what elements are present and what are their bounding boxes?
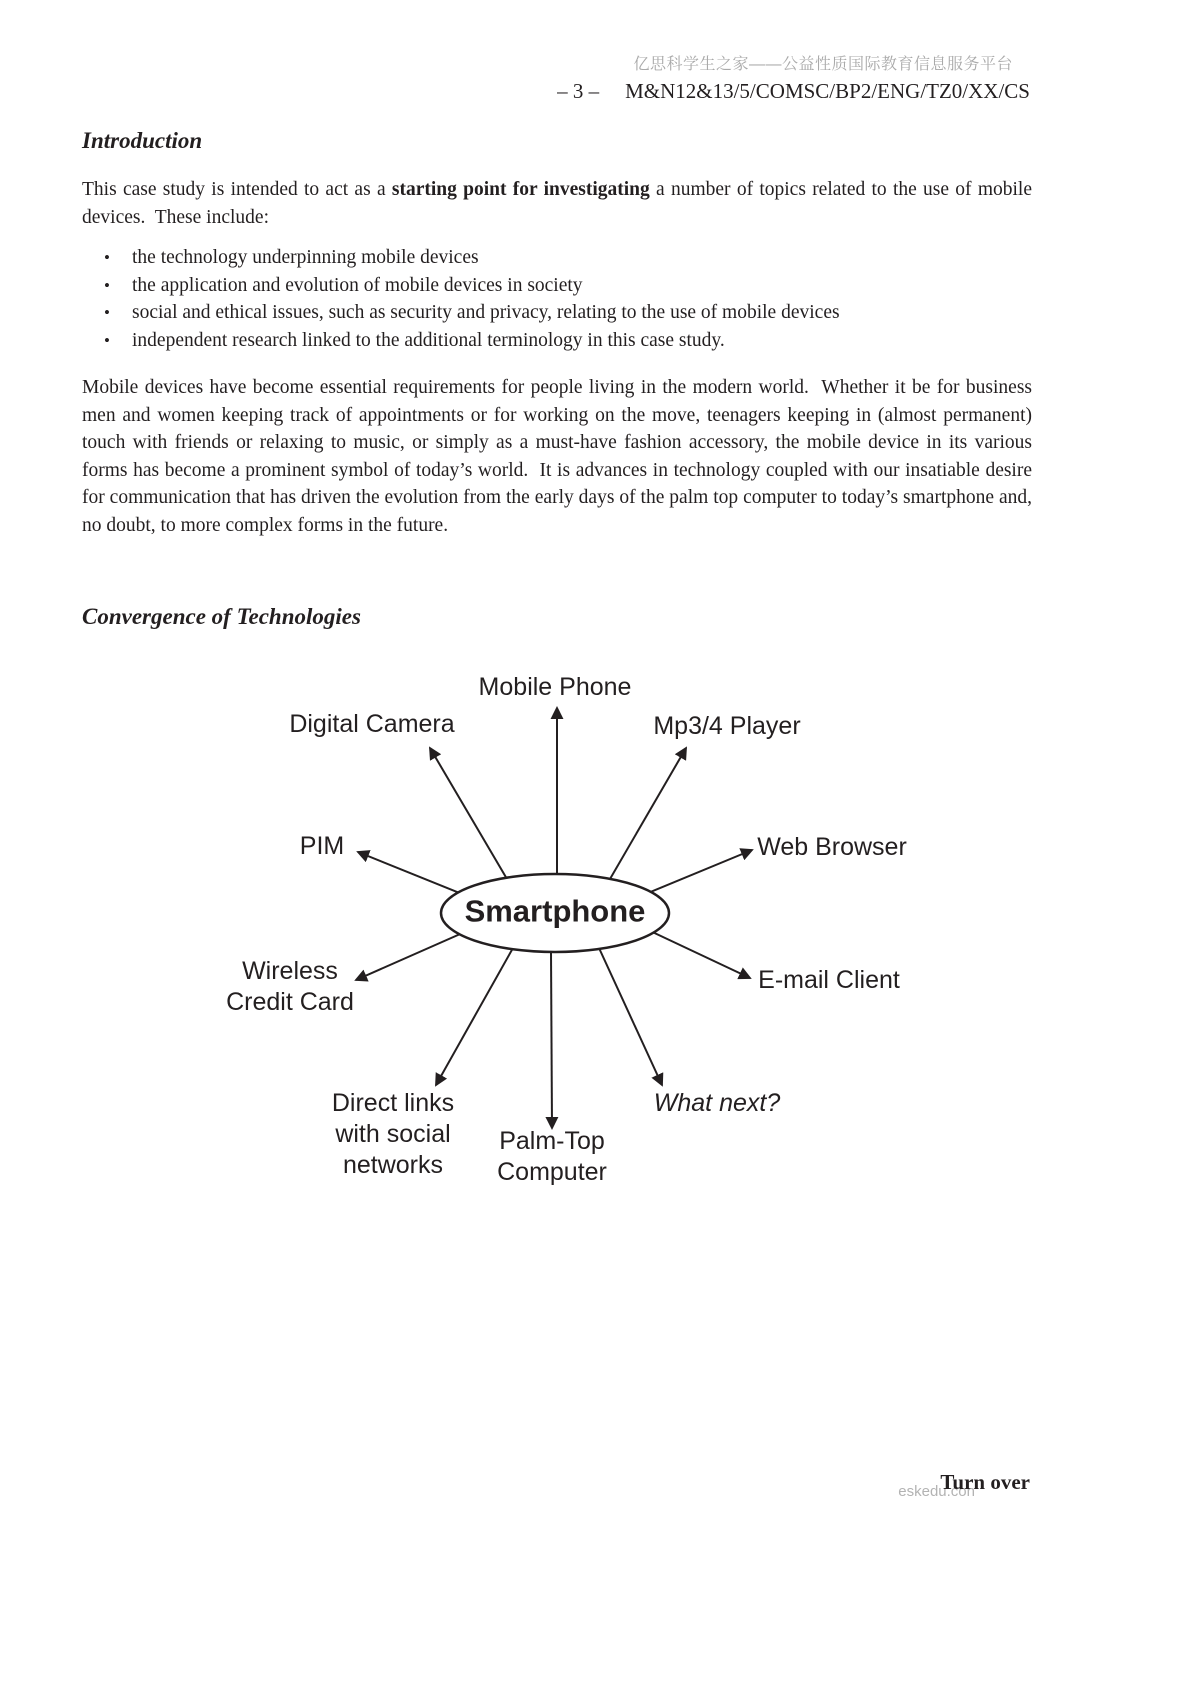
- diagram-label-pim: PIM: [299, 832, 345, 860]
- arrow-direct-links: [436, 948, 513, 1085]
- diagram-label-palm-top-computer: Palm-Top Computer: [497, 1127, 607, 1186]
- diagram-label-what-next: What next?: [653, 1089, 781, 1117]
- header-watermark: 亿思科学生之家——公益性质国际教育信息服务平台: [633, 56, 1013, 73]
- body-paragraph: Mobile devices have become essential requirements for people living in the modern world. Whether it be for business men and women keeping track of appointments or for working on the move, teenagers keeping in (almost permanent) touch with friends or relaxing to music, or simply as a must-have fashion accessory, the mobile device in its various forms has become a prominent symbol of today’s world. It is advances in technology coupled with our insatiable desire for communication that has driven the evolution from the early days of the palm top computer to today’s smartphone and, no doubt, to more complex forms in the future.: [82, 377, 1032, 536]
- arrow-email-client: [646, 929, 750, 978]
- footer-watermark: eskedu.con: [898, 1483, 975, 1500]
- convergence-heading: Convergence of Technologies: [82, 604, 361, 629]
- turn-over-label: Turn over: [940, 1470, 1030, 1494]
- paper-code: M&N12&13/5/COMSC/BP2/ENG/TZ0/XX/CS: [625, 79, 1030, 103]
- diagram-label-digital-camera: Digital Camera: [289, 710, 455, 738]
- bullet-item: • social and ethical issues, such as security and privacy, relating to the use of mobile devices: [104, 299, 1034, 327]
- arrow-web-browser: [648, 850, 752, 893]
- bullet-list: [104, 244, 1034, 354]
- diagram-label-direct-links: Direct links with social networks: [331, 1089, 455, 1179]
- header-line: [557, 79, 1030, 104]
- intro-heading: Introduction: [82, 128, 203, 153]
- diagram-label-web-browser: Web Browser: [757, 833, 907, 861]
- diagram-label-mp34-player: Mp3/4 Player: [653, 712, 801, 740]
- arrow-digital-camera: [430, 748, 507, 879]
- convergence-diagram: [0, 660, 1191, 1220]
- diagram-label-email-client: E-mail Client: [758, 966, 900, 994]
- bullet-item: • independent research linked to the additional terminology in this case study.: [104, 327, 1034, 355]
- diagram-label-mobile-phone: Mobile Phone: [478, 673, 632, 701]
- arrow-palm-top: [551, 952, 552, 1128]
- page-number: – 3 –: [557, 79, 600, 103]
- bullet-item: • the technology underpinning mobile devices: [104, 244, 1034, 272]
- intro-paragraph-text: This case study is intended to act as a: [82, 179, 392, 200]
- intro-paragraph-bold: starting point for investigating: [391, 179, 650, 200]
- arrow-wireless-credit-card: [356, 931, 467, 980]
- intro-paragraph-text-after: a number of topics related to the use of mobile devices. These include:: [82, 179, 1032, 228]
- intro-paragraph: [82, 176, 1032, 231]
- arrow-pim: [358, 852, 467, 896]
- smartphone-label: Smartphone: [464, 893, 646, 929]
- arrow-what-next: [599, 948, 662, 1085]
- arrow-mp34-player: [610, 748, 686, 879]
- diagram-label-wireless-credit-card: Wireless Credit Card: [226, 957, 354, 1016]
- bullet-item: • the application and evolution of mobile devices in society: [104, 272, 1034, 300]
